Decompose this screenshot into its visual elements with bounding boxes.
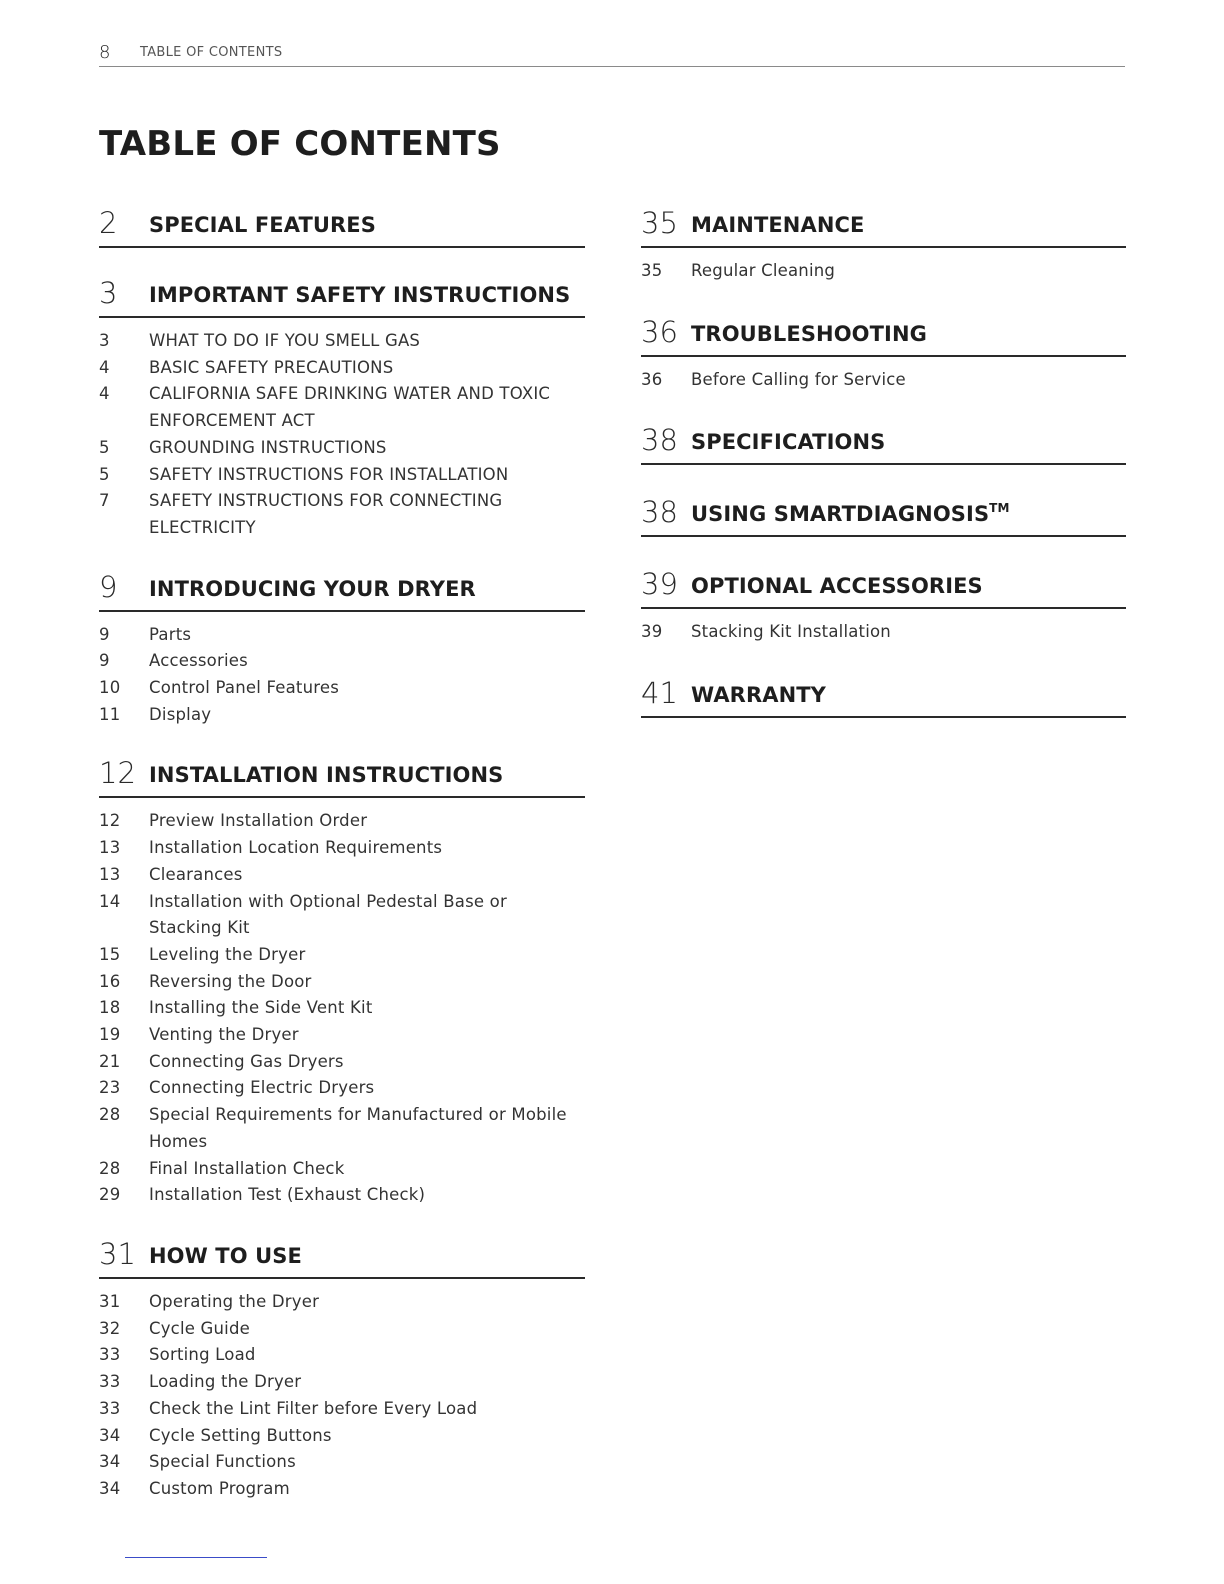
- section-heading[interactable]: [641, 311, 1126, 357]
- toc-section-introducing-your-dryer[interactable]: [99, 566, 585, 729]
- entry-label: SAFETY INSTRUCTIONS FOR CONNECTING ELECTRICITY: [149, 491, 503, 537]
- entry-page-number: 31: [99, 1291, 121, 1311]
- entry-label: Cycle Setting Buttons: [149, 1425, 332, 1445]
- toc-entry[interactable]: [99, 675, 585, 702]
- toc-section-maintenance[interactable]: [641, 202, 1126, 285]
- entry-label: Venting the Dryer: [149, 1025, 299, 1045]
- entry-page-number: 21: [99, 1051, 121, 1071]
- toc-section-using-smartdiagnosis[interactable]: [641, 491, 1126, 537]
- section-title: SPECIAL FEATURES: [149, 213, 376, 237]
- toc-section-important-safety-instructions[interactable]: [99, 272, 585, 542]
- section-page-number: 38: [641, 423, 678, 458]
- entry-label: Special Functions: [149, 1452, 296, 1472]
- toc-entry[interactable]: [99, 648, 585, 675]
- entry-label: Check the Lint Filter before Every Load: [149, 1398, 478, 1418]
- toc-entry[interactable]: [99, 1102, 585, 1155]
- trademark-mark: TM: [989, 501, 1010, 516]
- toc-entry[interactable]: [99, 835, 585, 862]
- section-title: HOW TO USE: [149, 1243, 302, 1268]
- entry-label: GROUNDING INSTRUCTIONS: [149, 437, 387, 457]
- entry-label: CALIFORNIA SAFE DRINKING WATER AND TOXIC ENFORCEMENT ACT: [149, 384, 551, 431]
- toc-entry[interactable]: [99, 622, 585, 649]
- section-heading[interactable]: [641, 491, 1126, 537]
- entry-label: Leveling the Dryer: [149, 944, 306, 964]
- running-header: [99, 40, 1125, 67]
- section-title: TROUBLESHOOTING: [691, 321, 927, 346]
- toc-entry[interactable]: [99, 355, 585, 382]
- toc-entry[interactable]: [99, 808, 585, 835]
- entry-page-number: 13: [99, 838, 121, 858]
- running-header-label: TABLE OF CONTENTS: [140, 45, 283, 60]
- section-page-number: 39: [641, 567, 678, 602]
- section-page-number: 36: [641, 314, 678, 349]
- toc-entry[interactable]: [99, 969, 585, 996]
- toc-entry[interactable]: [99, 1049, 585, 1076]
- entry-page-number: 7: [99, 491, 110, 511]
- entry-label: Reversing the Door: [149, 971, 312, 991]
- toc-section-how-to-use[interactable]: [99, 1233, 585, 1503]
- entry-page-number: 29: [99, 1185, 121, 1205]
- toc-section-troubleshooting[interactable]: [641, 311, 1126, 394]
- page-number: 8: [99, 42, 111, 63]
- section-heading[interactable]: [641, 672, 1126, 718]
- page-title: TABLE OF CONTENTS: [99, 124, 501, 164]
- toc-entry[interactable]: [99, 1449, 585, 1476]
- entry-page-number: 15: [99, 944, 121, 964]
- entry-page-number: 4: [99, 384, 110, 404]
- entry-page-number: 33: [99, 1398, 121, 1418]
- toc-section-special-features[interactable]: [99, 202, 585, 248]
- entry-list: [99, 612, 585, 729]
- section-page-number: 3: [99, 276, 118, 310]
- section-page-number: 41: [641, 676, 678, 711]
- entry-page-number: 33: [99, 1372, 121, 1392]
- toc-entry[interactable]: [641, 258, 1126, 285]
- toc-left-column: [99, 202, 585, 1503]
- toc-section-installation-instructions[interactable]: [99, 752, 585, 1209]
- entry-list: [641, 248, 1126, 285]
- entry-page-number: 18: [99, 998, 121, 1018]
- section-page-number: 35: [641, 206, 678, 240]
- section-heading[interactable]: [99, 272, 585, 318]
- entry-label: Installation with Optional Pedestal Base or Stacking Kit: [149, 891, 507, 938]
- section-page-number: 38: [641, 495, 678, 530]
- toc-entry[interactable]: [99, 1022, 585, 1049]
- entry-list: [641, 609, 1126, 646]
- entry-page-number: 28: [99, 1105, 121, 1125]
- entry-label: Installing the Side Vent Kit: [149, 998, 373, 1018]
- entry-list: [641, 357, 1126, 394]
- entry-page-number: 34: [99, 1478, 121, 1498]
- section-title: OPTIONAL ACCESSORIES: [691, 574, 983, 599]
- entry-label: Final Installation Check: [149, 1158, 345, 1178]
- toc-entry[interactable]: [99, 381, 585, 434]
- section-title: INSTALLATION INSTRUCTIONS: [149, 763, 504, 788]
- toc-section-warranty[interactable]: [641, 672, 1126, 718]
- toc-entry[interactable]: [99, 1476, 585, 1503]
- entry-page-number: 14: [99, 891, 121, 911]
- entry-label: Accessories: [149, 651, 248, 671]
- entry-page-number: 9: [99, 624, 110, 644]
- entry-label: Custom Program: [149, 1478, 290, 1498]
- toc-entry[interactable]: [99, 328, 585, 355]
- toc-entry[interactable]: [99, 1156, 585, 1183]
- entry-label: Loading the Dryer: [149, 1372, 302, 1392]
- section-heading[interactable]: [641, 419, 1126, 465]
- toc-right-column: [641, 202, 1126, 718]
- entry-label: Connecting Electric Dryers: [149, 1078, 375, 1098]
- entry-label: Installation Test (Exhaust Check): [149, 1185, 426, 1205]
- entry-label: Installation Location Requirements: [149, 838, 443, 858]
- entry-label: Operating the Dryer: [149, 1291, 320, 1311]
- toc-entry[interactable]: [99, 1423, 585, 1450]
- toc-entry[interactable]: [99, 1342, 585, 1369]
- entry-label: Control Panel Features: [149, 678, 339, 698]
- toc-entry[interactable]: [641, 367, 1126, 394]
- entry-label: SAFETY INSTRUCTIONS FOR INSTALLATION: [149, 464, 509, 484]
- entry-page-number: 5: [99, 437, 110, 457]
- entry-page-number: 33: [99, 1345, 121, 1365]
- entry-page-number: 12: [99, 811, 121, 831]
- section-title: INTRODUCING YOUR DRYER: [149, 576, 476, 601]
- entry-page-number: 39: [641, 622, 663, 642]
- entry-label: Stacking Kit Installation: [691, 622, 891, 642]
- toc-entry[interactable]: [99, 1369, 585, 1396]
- entry-page-number: 11: [99, 704, 121, 724]
- section-page-number: 9: [99, 569, 118, 604]
- toc-entry[interactable]: [99, 462, 585, 489]
- entry-label: Before Calling for Service: [691, 369, 906, 389]
- section-page-number: 31: [99, 1236, 136, 1271]
- toc-section-optional-accessories[interactable]: [641, 563, 1126, 646]
- toc-entry[interactable]: [99, 862, 585, 889]
- section-title: WARRANTY: [691, 683, 826, 708]
- entry-page-number: 10: [99, 678, 121, 698]
- toc-section-specifications[interactable]: [641, 419, 1126, 465]
- entry-label: Regular Cleaning: [691, 261, 836, 280]
- toc-entry[interactable]: [99, 1316, 585, 1343]
- toc-entry[interactable]: [99, 1182, 585, 1209]
- entry-page-number: 23: [99, 1078, 121, 1098]
- entry-page-number: 32: [99, 1318, 121, 1338]
- entry-page-number: 34: [99, 1452, 121, 1472]
- entry-page-number: 13: [99, 864, 121, 884]
- section-heading[interactable]: [99, 1233, 585, 1279]
- entry-label: Preview Installation Order: [149, 811, 368, 831]
- toc-entry[interactable]: [99, 1289, 585, 1316]
- section-heading[interactable]: [641, 202, 1126, 248]
- entry-page-number: 34: [99, 1425, 121, 1445]
- entry-label: Connecting Gas Dryers: [149, 1051, 344, 1071]
- toc-entry[interactable]: [99, 435, 585, 462]
- entry-list: [99, 798, 585, 1209]
- section-heading[interactable]: [99, 566, 585, 612]
- entry-page-number: 19: [99, 1025, 121, 1045]
- entry-list: [99, 1279, 585, 1503]
- section-title: SPECIFICATIONS: [691, 430, 886, 455]
- entry-label: Special Requirements for Manufactured or Mobile Homes: [149, 1105, 567, 1151]
- entry-label: Cycle Guide: [149, 1318, 250, 1338]
- toc-entry[interactable]: [99, 702, 585, 729]
- entry-page-number: 9: [99, 651, 110, 671]
- entry-page-number: 16: [99, 971, 121, 991]
- toc-entry[interactable]: [99, 889, 585, 942]
- section-heading[interactable]: [99, 752, 585, 798]
- section-heading[interactable]: [641, 563, 1126, 609]
- toc-entry[interactable]: [99, 1075, 585, 1102]
- section-page-number: 12: [99, 756, 136, 791]
- entry-page-number: 5: [99, 464, 110, 484]
- section-title: IMPORTANT SAFETY INSTRUCTIONS: [149, 283, 571, 307]
- bottom-rule: [125, 1557, 267, 1558]
- entry-page-number: 36: [641, 369, 663, 389]
- section-title: MAINTENANCE: [691, 213, 865, 237]
- entry-page-number: 4: [99, 357, 110, 377]
- entry-label: Sorting Load: [149, 1345, 256, 1365]
- entry-page-number: 28: [99, 1158, 121, 1178]
- toc-entry[interactable]: [99, 942, 585, 969]
- section-title: [691, 495, 1010, 527]
- entry-list: [99, 318, 585, 542]
- toc-entry[interactable]: [99, 488, 585, 541]
- entry-label: Clearances: [149, 864, 243, 884]
- entry-label: BASIC SAFETY PRECAUTIONS: [149, 357, 394, 377]
- toc-entry[interactable]: [99, 1396, 585, 1423]
- toc-entry[interactable]: [641, 619, 1126, 646]
- entry-label: Display: [149, 704, 212, 724]
- entry-label: Parts: [149, 624, 192, 644]
- toc-entry[interactable]: [99, 995, 585, 1022]
- entry-page-number: 3: [99, 331, 110, 350]
- entry-page-number: 35: [641, 261, 663, 280]
- section-page-number: 2: [99, 206, 118, 240]
- section-title-text: USING SMARTDIAGNOSIS: [691, 502, 990, 527]
- entry-label: WHAT TO DO IF YOU SMELL GAS: [149, 331, 421, 350]
- section-heading[interactable]: [99, 202, 585, 248]
